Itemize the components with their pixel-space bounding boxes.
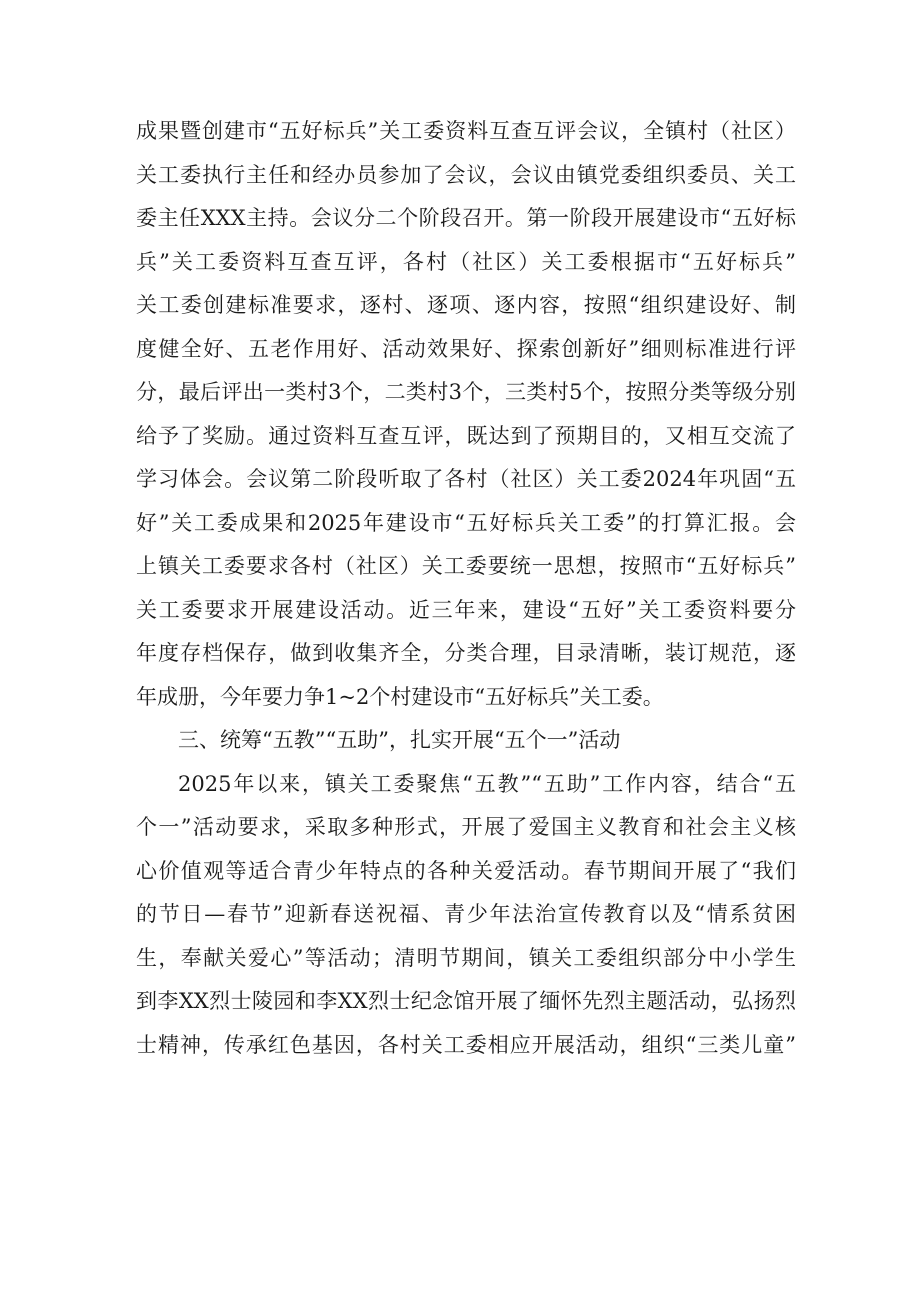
text-line: 关工委要求开展建设活动。近三年来，建设“五好”关工委资料要分	[136, 597, 796, 622]
text-line: 关工委执行主任和经办员参加了会议，会议由镇党委组织委员、关工	[136, 162, 796, 187]
text-line: 生，奉献关爱心”等活动；清明节期间，镇关工委组织部分中小学生	[136, 945, 796, 970]
text-line: 上镇关工委要求各村（社区）关工委要统一思想，按照市“五好标兵”	[136, 554, 796, 578]
text-line: 度健全好、五老作用好、活动效果好、探索创新好”细则标准进行评	[136, 336, 796, 361]
text-line: 兵”关工委资料互查互评，各村（社区）关工委根据市“五好标兵”	[136, 249, 796, 274]
text-line: 分，最后评出一类村3个，二类村3个，三类村5个，按照分类等级分别	[136, 380, 796, 404]
text-line: 2025年以来，镇关工委聚焦“五教”“五助”工作内容，结合“五	[178, 771, 796, 796]
text-line: 个一”活动要求，采取多种形式，开展了爱国主义教育和社会主义核	[136, 815, 796, 839]
text-line: 给予了奖励。通过资料互查互评，既达到了预期目的，又相互交流了	[136, 423, 796, 448]
text-line: 关工委创建标准要求，逐村、逐项、逐内容，按照“组织建设好、制	[136, 293, 796, 317]
text-line: 到李XX烈士陵园和李XX烈士纪念馆开展了缅怀先烈主题活动，弘扬烈	[136, 989, 796, 1013]
text-line: 年度存档保存，做到收集齐全，分类合理，目录清晰，装订规范，逐	[136, 641, 796, 665]
text-line: 的节日—春节”迎新春送祝福、青少年法治宣传教育以及“情系贫困	[136, 902, 796, 926]
text-line: 好”关工委成果和2025年建设市“五好标兵关工委”的打算汇报。会	[136, 510, 796, 535]
text-line: 年成册，今年要力争1~2个村建设市“五好标兵”关工委。	[136, 684, 664, 709]
text-line: 成果暨创建市“五好标兵”关工委资料互查互评会议，全镇村（社区）	[136, 119, 796, 143]
section-heading: 三、统筹“五教”“五助”，扎实开展“五个一”活动	[178, 728, 621, 752]
document-body	[136, 110, 796, 1067]
text-line: 心价值观等适合青少年特点的各种关爱活动。春节期间开展了“我们	[136, 858, 796, 883]
text-line: 委主任XXX主持。会议分二个阶段召开。第一阶段开展建设市“五好标	[136, 206, 796, 230]
text-line: 士精神，传承红色基因，各村关工委相应开展活动，组织“三类儿童”	[136, 1032, 796, 1057]
text-line: 学习体会。会议第二阶段听取了各村（社区）关工委2024年巩固“五	[136, 467, 796, 491]
